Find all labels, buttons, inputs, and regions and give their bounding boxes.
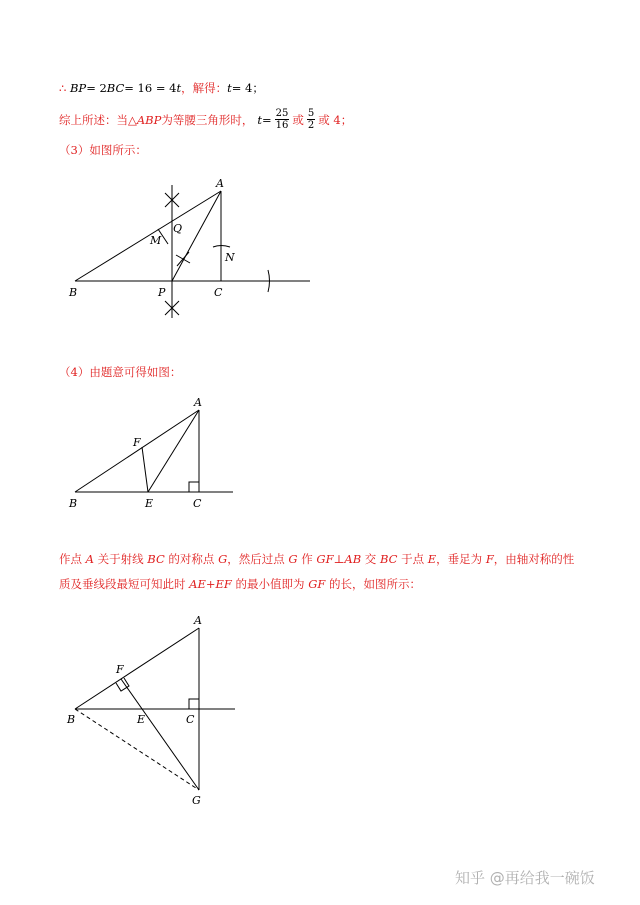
triangle-abp: ABP — [136, 112, 162, 127]
para-point-a: A — [85, 552, 94, 566]
frac2-denominator: 2 — [307, 120, 315, 131]
or-1: 或 — [292, 112, 304, 127]
fig1-label-b: B — [69, 286, 78, 299]
fig1-label-a: A — [216, 177, 224, 190]
fig2-label-a: A — [194, 396, 202, 409]
eq-2: = 2 — [86, 81, 107, 95]
fig2-label-c: C — [193, 497, 202, 510]
fig1-label-q: Q — [173, 222, 183, 235]
fig1-label-n: N — [225, 251, 235, 264]
para-text-7: 于点 — [397, 552, 428, 566]
equals: = — [261, 112, 272, 127]
frac1-numerator: 25 — [275, 108, 289, 119]
eq-16: = 16 = 4 — [124, 81, 177, 95]
para-gf: GF — [308, 577, 326, 591]
para-text-6: 交 — [361, 552, 380, 566]
para-point-f: F — [485, 552, 494, 566]
fig1-label-m: M — [150, 234, 162, 247]
eq-bp: BP — [69, 81, 87, 95]
fig3-right-angle-f — [116, 678, 129, 691]
fig3-label-f: F — [116, 663, 124, 676]
summary-prefix: 综上所述：当△ — [59, 112, 137, 127]
fig1-label-c: C — [214, 286, 223, 299]
t-var: t — [227, 81, 232, 95]
para-text-8: ，垂足为 — [436, 552, 486, 566]
para-point-g-2: G — [288, 552, 298, 566]
para-text-11: 的长，如图所示： — [325, 577, 422, 591]
solve-text: ，解得： — [181, 81, 228, 95]
para-bc-2: BC — [379, 552, 398, 566]
fig3-label-e: E — [137, 713, 146, 726]
para-ae-plus-ef: AE+EF — [189, 577, 232, 591]
fig3-label-g: G — [192, 794, 201, 807]
para-text-3: 的对称点 — [164, 552, 219, 566]
or-2: 或 4； — [318, 112, 353, 127]
para-text-9: ，由轴对称的性质及垂线段最短可知此时 — [59, 552, 575, 591]
fig2-label-b: B — [69, 497, 78, 510]
para-point-e: E — [427, 552, 437, 566]
frac2-numerator: 5 — [307, 108, 315, 119]
para-text-2: 关于射线 — [93, 552, 148, 566]
therefore-symbol: ∴ — [59, 81, 67, 95]
t-value: = 4； — [231, 81, 264, 95]
para-text-10: 的最小值即为 — [231, 577, 309, 591]
fig2-label-e: E — [145, 497, 154, 510]
summary-mid: 为等腰三角形时， — [161, 112, 254, 127]
fig3-label-b: B — [67, 713, 76, 726]
frac1-denominator: 16 — [275, 120, 289, 131]
part-4-heading: （4）由题意可得如图： — [59, 365, 182, 379]
fig2-label-f: F — [133, 436, 141, 449]
para-text-5: 作 — [297, 552, 317, 566]
fig3-right-angle-c — [189, 699, 199, 709]
fig1-label-p: P — [158, 286, 166, 299]
para-text-4: ，然后过点 — [227, 552, 289, 566]
para-text-1: 作点 — [59, 552, 86, 566]
para-point-g: G — [218, 552, 228, 566]
eq-t: t — [176, 81, 182, 95]
eq-bc: BC — [106, 81, 125, 95]
fig3-label-c: C — [186, 713, 195, 726]
fig3-segment-fg — [121, 679, 199, 790]
fig3-side-ab — [75, 628, 199, 709]
para-gf-perp-ab: GF⊥AB — [316, 552, 362, 566]
para-ray-bc: BC — [147, 552, 165, 566]
fig3-label-a: A — [194, 614, 202, 627]
watermark: 知乎 @再给我一碗饭 — [455, 869, 595, 887]
t-var-2: t — [257, 112, 262, 127]
part-3-heading: （3）如图所示： — [59, 143, 147, 157]
